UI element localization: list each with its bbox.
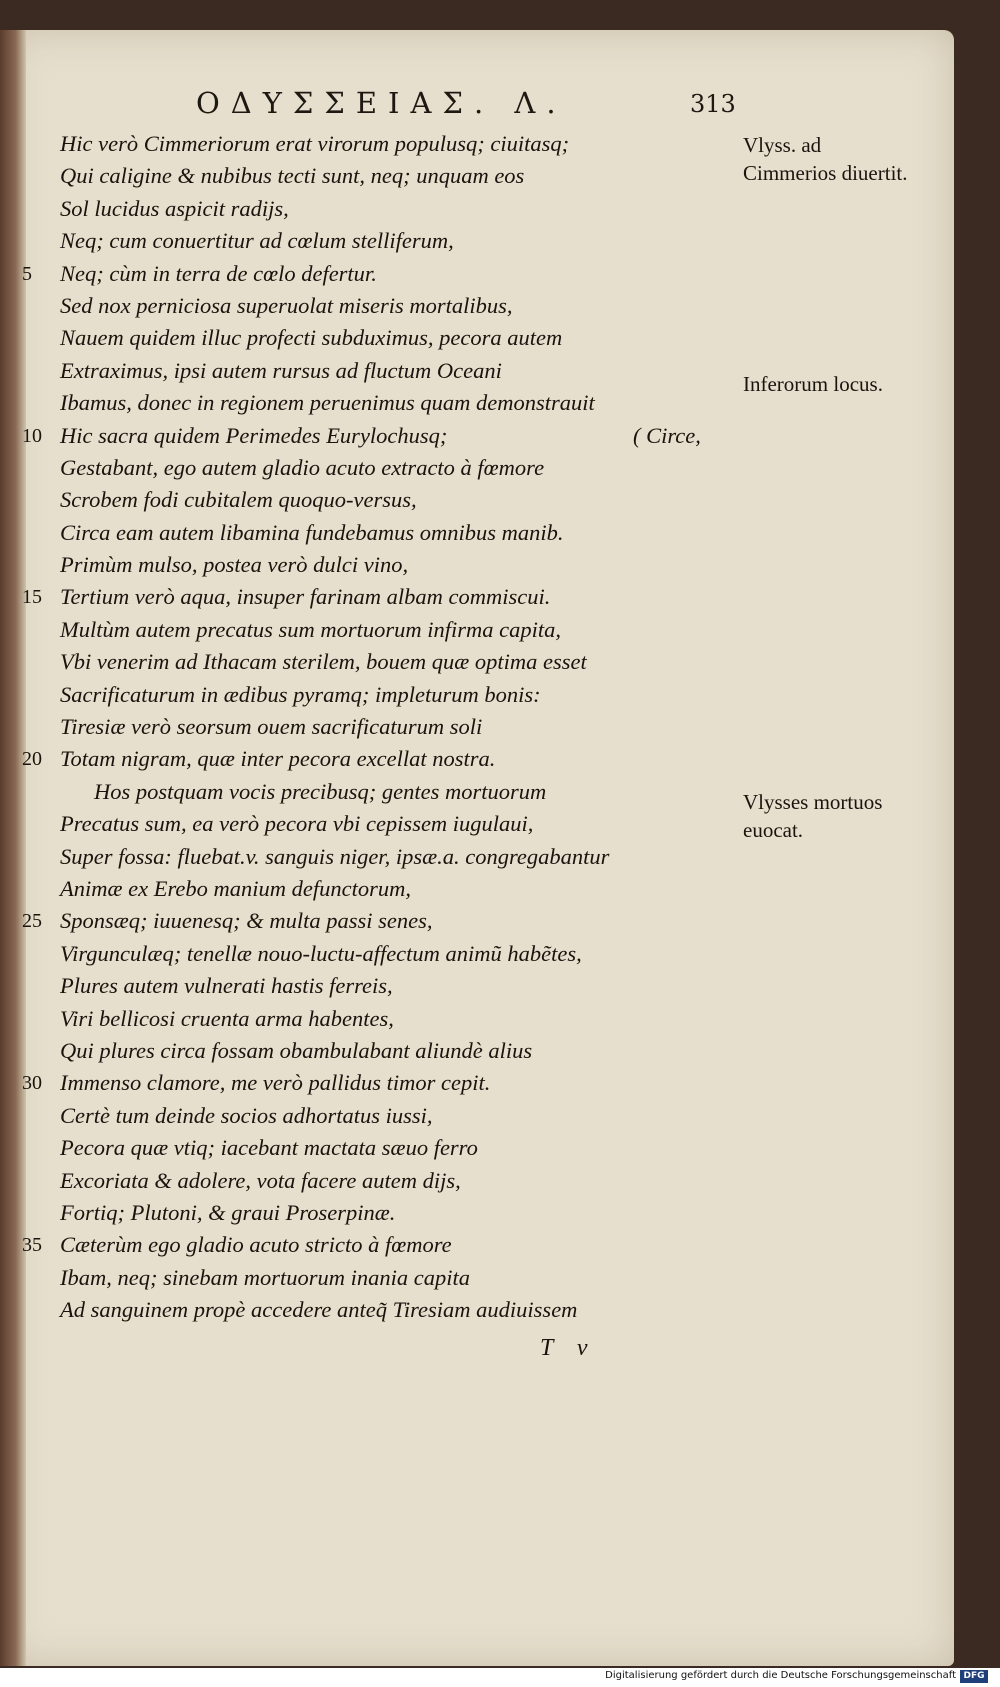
line-text: Scrobem fodi cubitalem quoquo-versus, <box>60 487 417 513</box>
verse-line <box>0 1229 740 1261</box>
line-text: Ibam, neq; sinebam mortuorum inania capita <box>60 1264 470 1290</box>
verse-line <box>0 614 740 646</box>
line-text: Viri bellicosi cruenta arma habentes, <box>60 1005 394 1031</box>
line-text: Gestabant, ego autem gladio acuto extracto à fœmore <box>60 454 545 480</box>
verse-line <box>0 1100 740 1132</box>
verse-line <box>0 290 740 322</box>
verse-text <box>0 128 740 1326</box>
page-number: 313 <box>690 90 736 118</box>
line-text: Sponsæq; iuuenesq; & multa passi senes, <box>60 908 433 934</box>
line-text: Qui plures circa fossam obambulabant aliundè alius <box>60 1037 533 1063</box>
verse-line <box>0 355 740 387</box>
verse-line <box>0 776 740 808</box>
verse-line <box>0 1035 740 1067</box>
verse-line <box>0 1003 740 1035</box>
margin-note-cimmerians: Vlyss. ad Cimmerios diuertit. <box>743 133 908 185</box>
line-text: Sol lucidus aspicit radijs, <box>60 195 289 221</box>
catchword: T v <box>540 1335 588 1361</box>
line-text: Sacrificaturum in ædibus pyramq; impleturum bonis: <box>60 681 541 707</box>
verse-line <box>0 711 740 743</box>
page-header <box>0 86 948 126</box>
verse-line <box>0 743 740 775</box>
line-text: Nauem quidem illuc profecti subduximus, pecora autem <box>60 325 563 351</box>
line-text: Totam nigram, quæ inter pecora excellat nostra. <box>60 746 496 772</box>
verse-line <box>0 193 740 225</box>
line-text: Fortiq; Plutoni, & graui Proserpinæ. <box>60 1199 396 1225</box>
verse-line <box>0 258 740 290</box>
line-text: Hos postquam vocis precibusq; gentes mortuorum <box>94 778 547 804</box>
verse-line <box>0 938 740 970</box>
verse-line <box>0 841 740 873</box>
verse-line <box>0 1294 740 1326</box>
line-text: Ibamus, donec in regionem peruenimus quam demonstrauit <box>60 390 595 416</box>
line-text: Extraximus, ipsi autem rursus ad fluctum Oceani <box>60 357 502 383</box>
verse-line <box>0 160 740 192</box>
margin-note-underworld: Inferorum locus. <box>743 372 883 396</box>
line-text: Virgunculæq; tenellæ nouo-luctu-affectum animũ habẽtes, <box>60 940 582 966</box>
line-number: 20 <box>22 748 42 771</box>
line-continuation: ( Circe, <box>633 422 701 448</box>
verse-line <box>0 646 740 678</box>
line-text: Excoriata & adolere, vota facere autem dijs, <box>60 1167 461 1193</box>
line-text: Hic sacra quidem Perimedes Eurylochusq; <box>60 422 448 448</box>
line-text: Sed nox perniciosa superuolat miseris mortalibus, <box>60 292 513 318</box>
footer-credit: Digitalisierung gefördert durch die Deutsche Forschungsgemeinschaft <box>605 1670 956 1681</box>
line-number: 10 <box>22 424 42 447</box>
line-text: Tertium verò aqua, insuper farinam albam commiscui. <box>60 584 551 610</box>
line-text: Neq; cum conuertitur ad cœlum stelliferum, <box>60 228 454 254</box>
verse-line <box>0 1165 740 1197</box>
line-text: Immenso clamore, me verò pallidus timor cepit. <box>60 1070 491 1096</box>
verse-line <box>0 549 740 581</box>
line-text: Precatus sum, ea verò pecora vbi cepissem iugulaui, <box>60 811 534 837</box>
verse-line <box>0 1067 740 1099</box>
line-text: Super fossa: fluebat.v. sanguis niger, ipsæ.a. congregabantur <box>60 843 610 869</box>
verse-line <box>0 1132 740 1164</box>
running-head: ΟΔΥΣΣΕΙΑΣ. Λ. <box>196 86 567 120</box>
line-number: 30 <box>22 1072 42 1095</box>
verse-line <box>0 679 740 711</box>
verse-line <box>0 1197 740 1229</box>
line-text: Ad sanguinem propè accedere anteq̃ Tiresiam audiuissem <box>60 1297 578 1323</box>
line-text: Animæ ex Erebo manium defunctorum, <box>60 875 411 901</box>
digitization-footer <box>0 1668 1000 1687</box>
verse-line <box>0 452 740 484</box>
line-text: Neq; cùm in terra de cœlo defertur. <box>60 260 377 286</box>
line-number: 25 <box>22 910 42 933</box>
verse-line <box>0 484 740 516</box>
dfg-logo-icon: DFG <box>960 1670 988 1683</box>
line-text: Multùm autem precatus sum mortuorum infirma capita, <box>60 616 562 642</box>
line-text: Plures autem vulnerati hastis ferreis, <box>60 973 393 999</box>
verse-line <box>0 322 740 354</box>
verse-line <box>0 970 740 1002</box>
line-text: Qui caligine & nubibus tecti sunt, neq; unquam eos <box>60 163 525 189</box>
line-text: Hic verò Cimmeriorum erat virorum populusq; ciuitasq; <box>60 131 570 156</box>
verse-line <box>0 1262 740 1294</box>
line-number: 5 <box>22 262 32 285</box>
verse-line <box>0 905 740 937</box>
verse-line <box>0 387 740 419</box>
line-number: 15 <box>22 586 42 609</box>
verse-line <box>0 128 740 160</box>
line-text: Pecora quæ vtiq; iacebant mactata sæuo ferro <box>60 1135 478 1161</box>
margin-note-evocation: Vlysses mortuos euocat. <box>743 790 883 842</box>
verse-line <box>0 873 740 905</box>
verse-line <box>0 517 740 549</box>
line-text: Vbi venerim ad Ithacam sterilem, bouem quæ optima esset <box>60 649 587 675</box>
line-text: Certè tum deinde socios adhortatus iussi, <box>60 1102 433 1128</box>
verse-line <box>0 225 740 257</box>
verse-line <box>0 581 740 613</box>
line-text: Circa eam autem libamina fundebamus omnibus manib. <box>60 519 564 545</box>
line-text: Tiresiæ verò seorsum ouem sacrificaturum soli <box>60 714 483 740</box>
line-text: Cæterùm ego gladio acuto stricto à fœmore <box>60 1232 452 1258</box>
verse-line <box>0 420 740 452</box>
line-text: Primùm mulso, postea verò dulci vino, <box>60 552 409 578</box>
line-number: 35 <box>22 1234 42 1257</box>
verse-line <box>0 808 740 840</box>
